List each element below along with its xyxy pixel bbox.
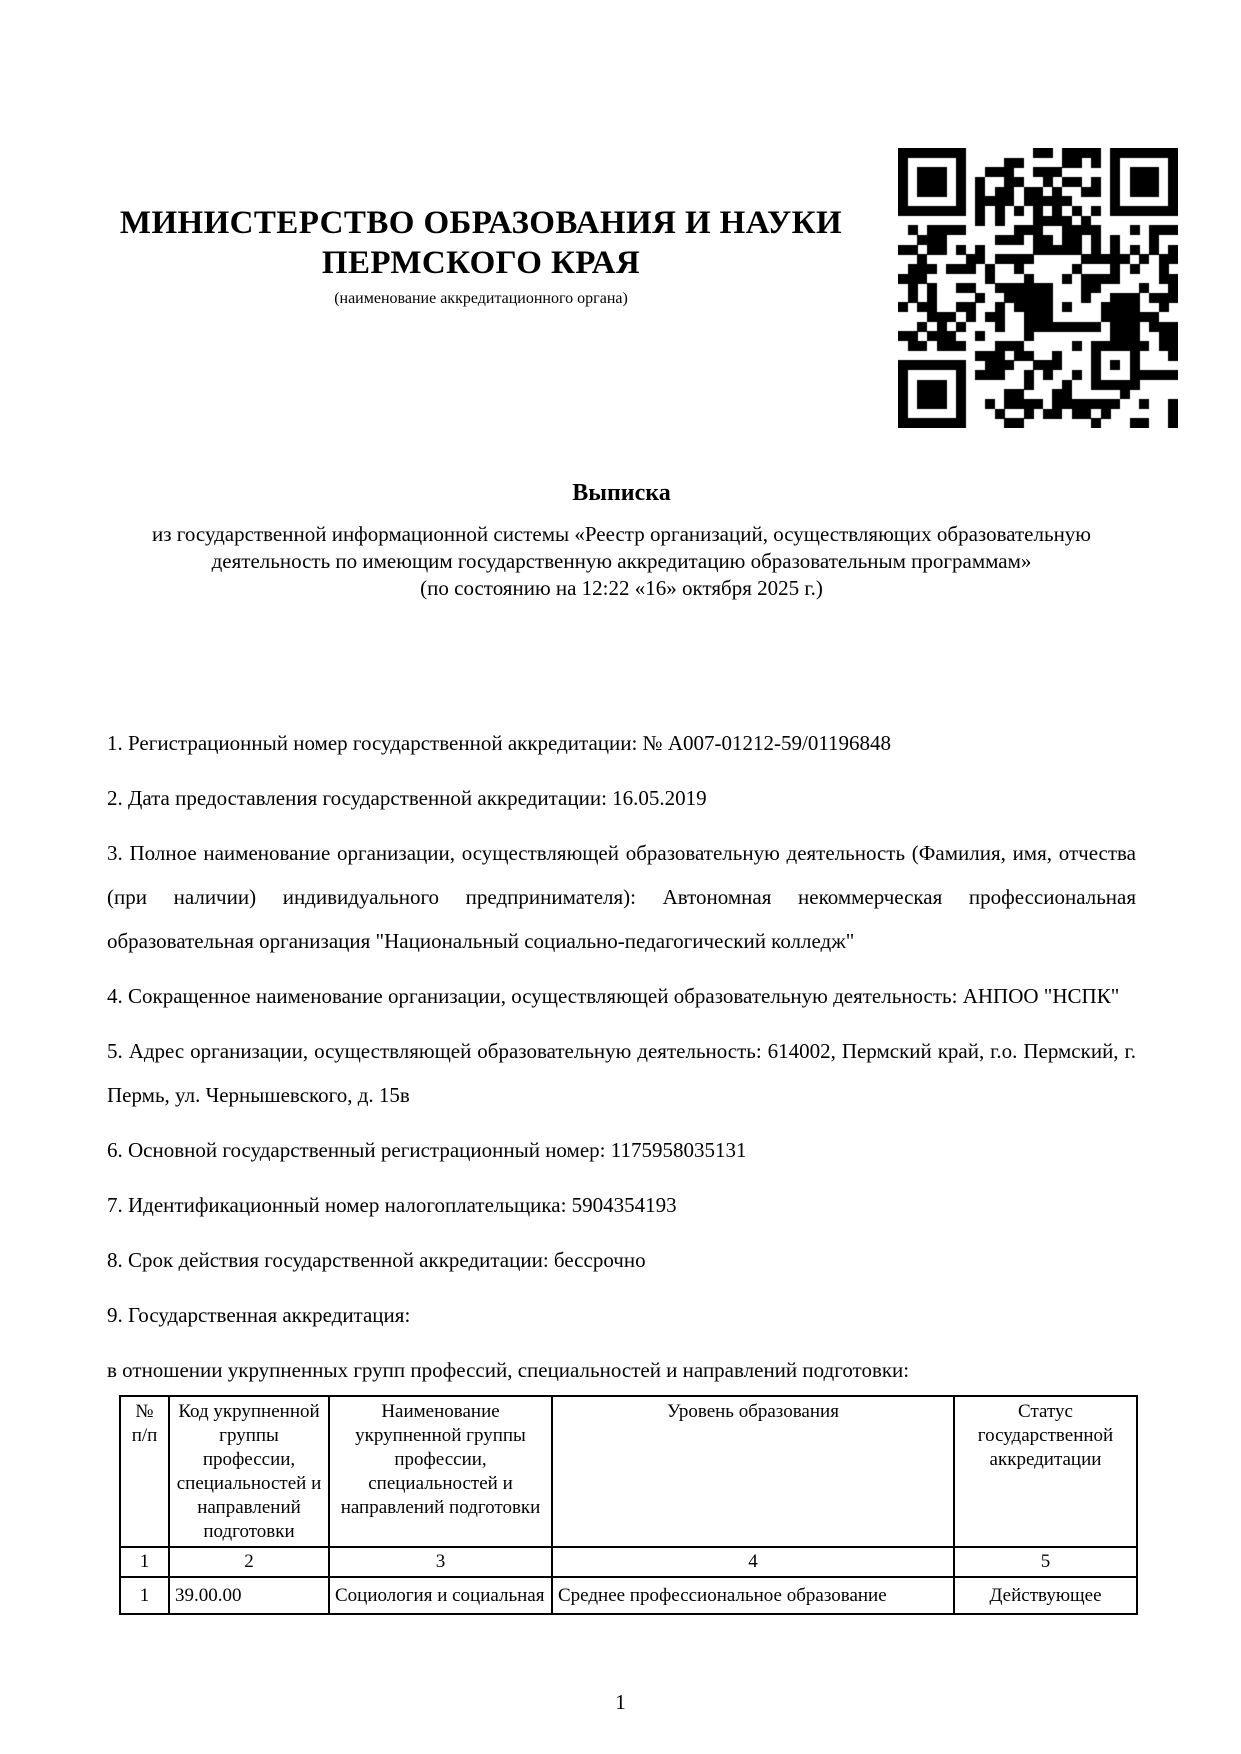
item-validity: 8. Срок действия государственной аккредитации: бессрочно — [107, 1248, 646, 1272]
column-number: 2 — [169, 1547, 329, 1577]
column-number: 1 — [120, 1547, 169, 1577]
numbered-items — [107, 721, 1136, 1337]
table-intro-line: в отношении укрупненных групп профессий, специальностей и направлений подготовки: — [107, 1358, 910, 1382]
qr-code — [898, 148, 1178, 428]
column-number: 4 — [552, 1547, 954, 1577]
col-header-education-level: Уровень образования — [552, 1396, 954, 1547]
page-number: 1 — [615, 1690, 626, 1714]
col-header-group-name: Наименование укрупненной группы профессии, специальностей и направлений подготовки — [329, 1396, 552, 1547]
column-number: 3 — [329, 1547, 552, 1577]
cell-education-level: Среднее профессиональное образование — [552, 1577, 954, 1614]
ministry-name-line1: МИНИСТЕРСТВО ОБРАЗОВАНИЯ И НАУКИ — [119, 205, 843, 241]
document-title: Выписка — [572, 480, 671, 506]
document-as-of-date: (по состоянию на 12:22 «16» октября 2025 г.) — [420, 576, 823, 600]
col-header-group-code: Код укрупненной группы профессии, специальностей и направлений подготовки — [169, 1396, 329, 1547]
item-accreditation-date: 2. Дата предоставления государственной аккредитации: 16.05.2019 — [107, 786, 707, 810]
item-inn: 7. Идентификационный номер налогоплательщика: 5904354193 — [107, 1193, 677, 1217]
accreditation-body-header — [100, 203, 862, 308]
cell-row-number: 1 — [120, 1577, 169, 1614]
column-number-row — [120, 1547, 1137, 1577]
item-full-name: 3. Полное наименование организации, осуществляющей образовательную деятельность (Фамилия, имя, отчества (при наличии) индивидуального предпринимателя): Автономная некоммерческая профессиональная образовательная организация "Национальный социально-педагогический колледж" — [107, 841, 1136, 953]
table-row — [120, 1577, 1137, 1614]
cell-group-code: 39.00.00 — [169, 1577, 329, 1614]
ministry-name-line2: ПЕРМСКОГО КРАЯ — [321, 245, 641, 281]
item-state-accreditation: 9. Государственная аккредитация: — [107, 1303, 411, 1327]
col-header-number: № п/п — [120, 1396, 169, 1547]
cell-group-name: Социология и социальная — [329, 1577, 552, 1614]
col-header-accreditation-status: Статус государственной аккредитации — [954, 1396, 1137, 1547]
document-description: из государственной информационной системы «Реестр организаций, осуществляющих образовательную деятельность по имеющим государственную аккредитацию образовательным программам» — [152, 522, 1091, 573]
item-short-name: 4. Сокращенное наименование организации, осуществляющей образовательную деятельность: АНПОО "НСПК" — [107, 984, 1120, 1008]
item-registration-number: 1. Регистрационный номер государственной аккредитации: № А007-01212-59/01196848 — [107, 731, 892, 755]
cell-accreditation-status: Действующее — [954, 1577, 1137, 1614]
item-address: 5. Адрес организации, осуществляющей образовательную деятельность: 614002, Пермский край, г.о. Пермский, г. Пермь, ул. Чернышевского, д. 15в — [107, 1039, 1136, 1107]
accreditation-table — [119, 1395, 1138, 1615]
table-header-row — [120, 1396, 1137, 1547]
ministry-caption: (наименование аккредитационного органа) — [334, 290, 628, 307]
item-ogrn: 6. Основной государственный регистрационный номер: 1175958035131 — [107, 1138, 747, 1162]
document-body — [107, 478, 1136, 1615]
ministry-name — [100, 203, 862, 283]
column-number: 5 — [954, 1547, 1137, 1577]
